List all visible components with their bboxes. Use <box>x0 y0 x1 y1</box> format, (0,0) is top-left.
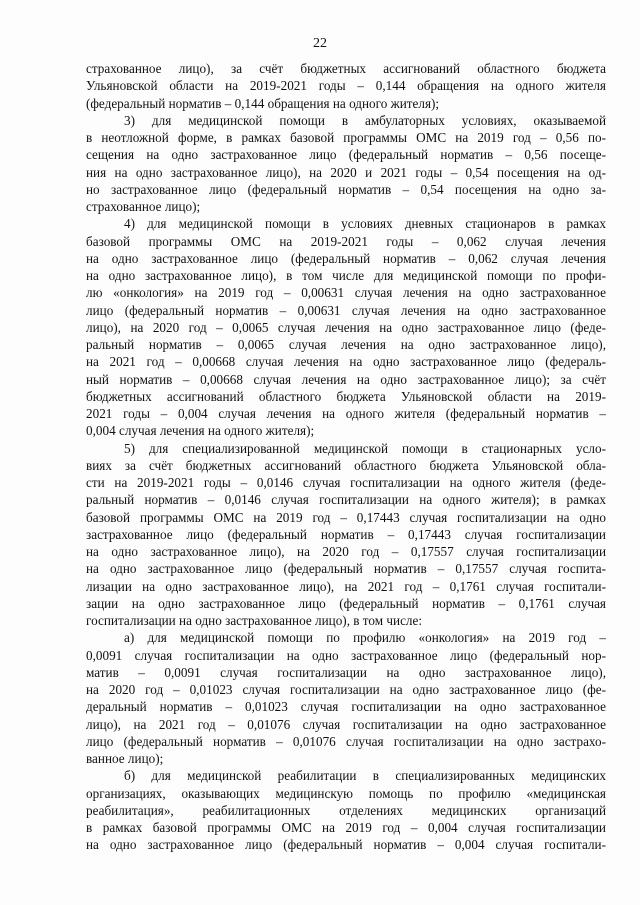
text-line: но застрахованное лицо (федеральный норматив – 0,54 посещения на одно за- <box>86 181 606 197</box>
page-number: 22 <box>313 36 327 51</box>
text-line: 4) для медицинской помощи в условиях дневных стационаров в рамках <box>124 216 606 232</box>
text-line: реабилитация», реабилитационных отделениях медицинских организаций <box>86 802 606 818</box>
text-line: ральный норматив – 0,0146 случая госпитализации на одного жителя); в рамках <box>86 492 606 508</box>
text-line: бюджетных ассигнований областного бюджета Ульяновской области на 2019- <box>86 388 606 404</box>
text-line: лизации на одно застрахованное лицо), на 2021 год – 0,1761 случая госпитали- <box>86 578 606 594</box>
text-line: застрахованное лицо (федеральный норматив – 0,17443 случая госпитализации <box>86 526 606 542</box>
text-line: ния на одно застрахованное лицо), на 2020 и 2021 годы – 0,54 посещения на од- <box>86 164 606 180</box>
text-line: базовой программы ОМС на 2019-2021 годы – 0,062 случая лечения <box>86 233 606 249</box>
text-line: ный норматив – 0,00668 случая лечения на одно застрахованное лицо); за счёт <box>86 371 606 387</box>
text-line: а) для медицинской помощи по профилю «онкология» на 2019 год – <box>124 630 606 646</box>
text-line: на одно застрахованное лицо), на 2020 год – 0,17557 случая госпитализации <box>86 544 606 559</box>
text-line: в неотложной форме, в рамках базовой программы ОМС на 2019 год – 0,56 по- <box>86 130 606 145</box>
text-line: на 2021 год – 0,00668 случая лечения на одно застрахованное лицо (федераль- <box>86 354 606 370</box>
text-line: базовой программы ОМС на 2019 год – 0,17443 случая госпитализации на одно <box>86 509 606 525</box>
text-line: лицо), на 2021 год – 0,01076 случая госпитализации на одно застрахованное <box>86 716 606 732</box>
text-line: ванное лицо); <box>86 751 164 766</box>
text-line: б) для медицинской реабилитации в специализированных медицинских <box>124 768 606 784</box>
text-line: 0,0091 случая госпитализации на одно застрахованное лицо (федеральный нор- <box>86 647 606 663</box>
text-line: лю «онкология» на 2019 год – 0,00631 случая лечения на одно застрахованное <box>86 285 606 301</box>
text-line: 2021 годы – 0,004 случая лечения на одного жителя (федеральный норматив – <box>86 406 606 421</box>
text-line: Ульяновской области на 2019-2021 годы – 0,144 обращения на одного жителя <box>86 78 606 94</box>
text-line: на 2020 год – 0,01023 случая госпитализации на одно застрахованное лицо (фе- <box>86 682 606 697</box>
text-line: лицо), на 2020 год – 0,0065 случая лечения на одно застрахованное лицо (феде- <box>86 319 606 335</box>
text-line: страхованное лицо), за счёт бюджетных ассигнований областного бюджета <box>86 61 606 76</box>
text-line: 0,004 случая лечения на одного жителя); <box>86 423 315 439</box>
text-line: госпитализации на одно застрахованное лицо), в том числе: <box>86 613 423 628</box>
text-line: деральный норматив – 0,01023 случая госпитализации на одно застрахованное <box>86 699 606 715</box>
text-line: на одно застрахованное лицо (федеральный норматив – 0,062 случая лечения <box>86 250 606 266</box>
text-line: сти на 2019-2021 годы – 0,0146 случая госпитализации на одного жителя (феде- <box>86 475 606 490</box>
text-line: зации на одно застрахованное лицо (федеральный норматив – 0,1761 случая <box>86 595 606 611</box>
text-line: матив – 0,0091 случая госпитализации на одно застрахованное лицо), <box>86 664 606 680</box>
text-line: на одно застрахованное лицо), в том числе для медицинской помощи по профи- <box>86 268 606 283</box>
text-line: на одно застрахованное лицо (федеральный норматив – 0,004 случая госпитали- <box>86 837 606 853</box>
document-body <box>86 60 606 854</box>
text-line: виях за счёт бюджетных ассигнований областного бюджета Ульяновской обла- <box>86 457 606 473</box>
text-line: ральный норматив – 0,0065 случая лечения на одно застрахованное лицо), <box>86 337 606 352</box>
text-line: сещения на одно застрахованное лицо (федеральный норматив – 0,56 посеще- <box>86 147 606 163</box>
text-line: страхованное лицо); <box>86 199 201 214</box>
text-line: организациях, оказывающих медицинскую помощь по профилю «медицинская <box>86 785 606 801</box>
text-line: лицо (федеральный норматив – 0,00631 случая лечения на одно застрахованное <box>86 302 606 318</box>
text-line: 5) для специализированной медицинской помощи в стационарных усло- <box>124 440 606 456</box>
text-line: в рамках базовой программы ОМС на 2019 год – 0,004 случая госпитализации <box>86 820 606 835</box>
text-line: на одно застрахованное лицо (федеральный норматив – 0,17557 случая госпита- <box>86 561 606 577</box>
text-line: 3) для медицинской помощи в амбулаторных условиях, оказываемой <box>124 112 606 128</box>
text-line: лицо (федеральный норматив – 0,01076 случая госпитализации на одно застрахо- <box>86 733 606 749</box>
text-line: (федеральный норматив – 0,144 обращения на одного жителя); <box>86 95 440 111</box>
